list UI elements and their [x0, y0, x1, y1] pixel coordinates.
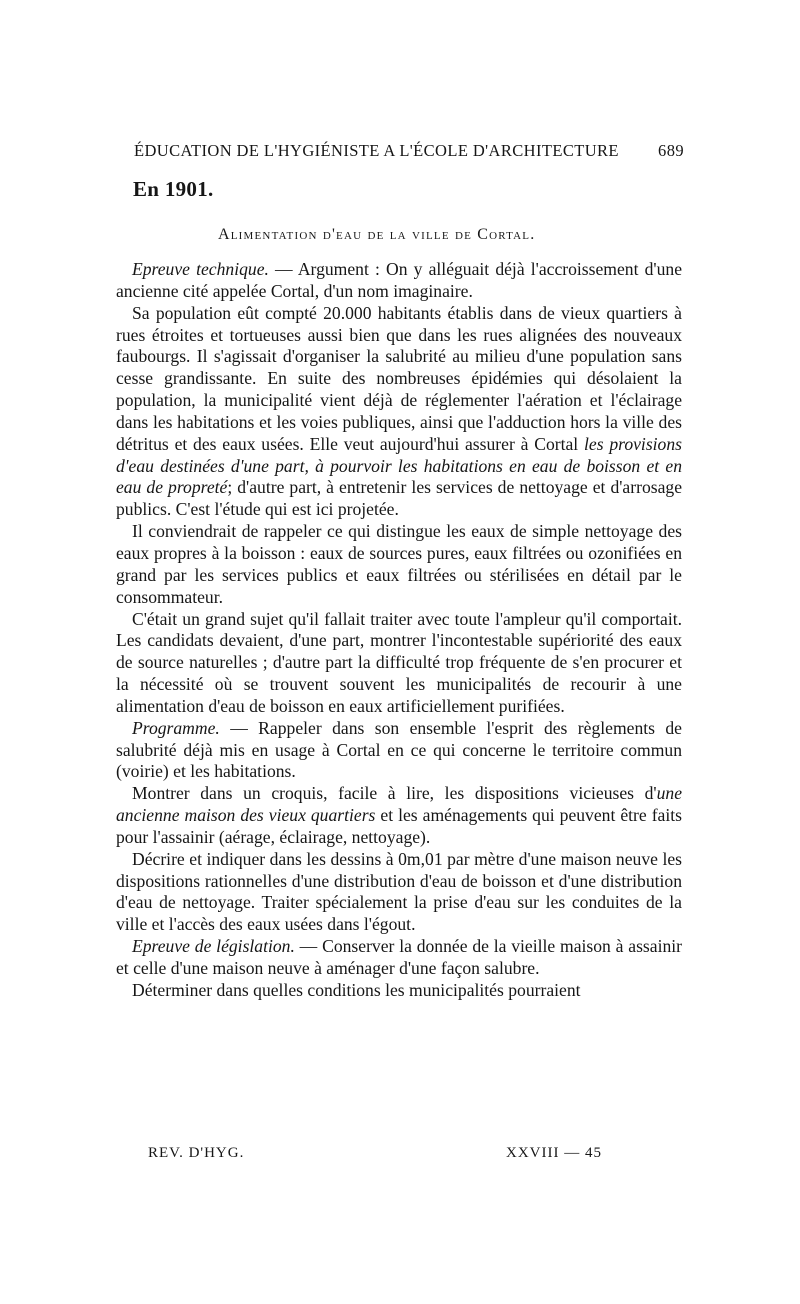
paragraph	[116, 718, 682, 784]
paragraph-span: Epreuve de législation.	[132, 936, 295, 957]
paragraph-span: les provisions d'eau destinées d'une part, à pourvoir les habitations en eau de boisson et en eau de propreté	[116, 433, 682, 498]
signature-mark: XXVIII — 45	[506, 1145, 602, 1161]
paragraph-span: — Conserver la donnée de la vieille maison à assainir et celle d'une maison neuve à aménager d'une façon salubre.	[116, 936, 682, 978]
body-text	[116, 259, 682, 1002]
paragraph	[116, 259, 682, 303]
paragraph-span: C'était un grand sujet qu'il fallait traiter avec toute l'ampleur qu'il comportait. Les candidats devaient, d'une part, montrer l'incontestable supériorité des eaux de source naturelles ; d'autre part la difficulté trop fréquente de s'en procurer et la nécessité où se trouvent souvent les municipalités de recourir à une alimentation d'eau de boisson en eaux artificiellement purifiées.	[116, 608, 682, 716]
paragraph-span: Montrer dans un croquis, facile à lire, les dispositions vicieuses d'	[132, 783, 657, 804]
paragraph-span: — Argument : On y alléguait déjà l'accroissement d'une ancienne cité appelée Cortal, d'un nom imaginaire.	[116, 259, 682, 301]
paragraph-span: Epreuve technique.	[132, 259, 269, 279]
paragraph-span: une ancienne maison des vieux quartiers	[116, 783, 682, 826]
paragraph-span: Il conviendrait de rappeler ce qui distingue les eaux de simple nettoyage des eaux propres à la boisson : eaux de sources pures, eaux filtrées ou ozonifiées en grand par les services publics et eaux filtrées ou stérilisées en détail par le consommateur.	[116, 521, 682, 607]
paragraph	[116, 521, 682, 608]
paragraph	[116, 936, 682, 980]
year-heading: En 1901.	[133, 177, 214, 201]
paragraph-span: ; d'autre part, à entretenir les services de nettoyage et d'arrosage publics. C'est l'étude qui est ici projetée.	[116, 477, 682, 520]
paragraph	[116, 980, 682, 1002]
paragraph	[116, 303, 682, 521]
page-number: 689	[658, 141, 684, 160]
paragraph-span: — Rappeler dans son ensemble l'esprit des règlements de salubrité déjà mis en usage à Cortal en ce qui concerne le territoire commun (voirie) et les habitations.	[116, 717, 682, 782]
paragraph-span: et les aménagements qui peuvent être faits pour l'assainir (aérage, éclairage, nettoyage).	[116, 805, 682, 847]
journal-abbreviation: REV. D'HYG.	[148, 1145, 245, 1161]
paragraph	[116, 783, 682, 849]
paragraph-span: Programme.	[132, 717, 220, 738]
paragraph	[116, 609, 682, 718]
paragraph-span: Déterminer dans quelles conditions les municipalités pourraient	[132, 979, 581, 1000]
paragraph	[116, 849, 682, 936]
running-title: ÉDUCATION DE L'HYGIÉNISTE A L'ÉCOLE D'ARCHITECTURE	[134, 141, 619, 160]
section-title: Alimentation d'eau de la ville de Cortal.	[218, 226, 536, 243]
paragraph-span: Sa population eût compté 20.000 habitants établis dans de vieux quartiers à rues étroites et tortueuses aussi bien que dans les rues alignées des nouveaux faubourgs. Il s'agissait d'organiser la salubrité au milieu d'une population sans cesse grandissante. En suite des nombreuses épidémies qui désolaient la population, la municipalité vient déjà de réglementer l'aération et l'éclairage dans les habitations et les voies publiques, ainsi que l'adduction hors la ville des détritus et des eaux usées. Elle veut aujourd'hui assurer à Cortal	[116, 302, 682, 454]
paragraph-span: Décrire et indiquer dans les dessins à 0m,01 par mètre d'une maison neuve les dispositions rationnelles d'une distribution d'eau de boisson et d'une distribution d'eau de nettoyage. Traiter spécialement la prise d'eau sur les conduites de la ville et l'accès des eaux usées dans l'égout.	[116, 848, 682, 935]
